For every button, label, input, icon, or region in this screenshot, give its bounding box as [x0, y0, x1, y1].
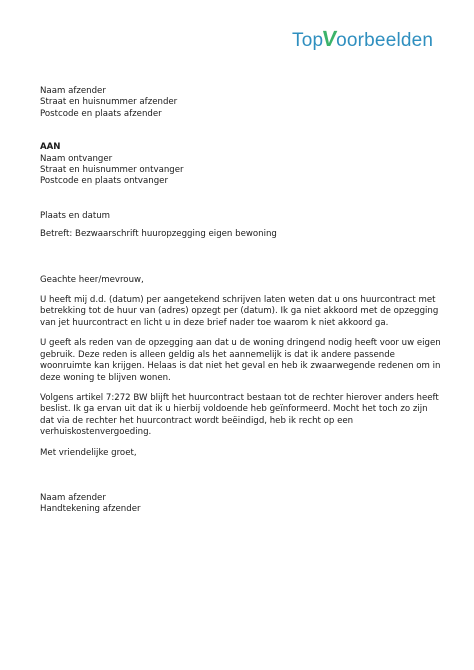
- recipient-name: Naam ontvanger: [40, 153, 113, 164]
- recipient-city: Postcode en plaats ontvanger: [40, 176, 169, 187]
- recipient-street: Straat en huisnummer ontvanger: [40, 165, 184, 176]
- paragraph-2: [40, 338, 440, 384]
- subject-line: Betreft: Bezwaarschrift huuropzegging eigen bewoning: [40, 229, 277, 240]
- signature-name: Naam afzender: [40, 492, 106, 503]
- paragraph-3: [40, 393, 440, 439]
- sender-block: [40, 86, 440, 120]
- sender-street: Straat en huisnummer afzender: [40, 97, 178, 108]
- recipient-label: AAN: [40, 142, 61, 153]
- letter-body: [40, 86, 440, 516]
- closing: Met vriendelijke groet,: [40, 447, 137, 458]
- logo-v-mark: V: [320, 26, 339, 51]
- paragraph-line: Volgens artikel 7:272 BW blijft het huurcontract bestaan tot de rechter hierover anders heeft: [40, 392, 439, 403]
- paragraph-line: dat via de rechter het huurcontract wordt beëindigd, heb ik recht op een: [40, 415, 354, 426]
- logo-text-prefix: Top: [292, 30, 324, 51]
- signature-label: Handtekening afzender: [40, 504, 141, 515]
- salutation: Geachte heer/mevrouw,: [40, 274, 144, 285]
- paragraph-line: woonruimte kan krijgen. Helaas is dat niet het geval en heb ik zwaarwegende redenen om in: [40, 361, 441, 372]
- paragraph-1: [40, 295, 440, 329]
- paragraph-line: verhuiskostenvergoeding.: [40, 427, 152, 438]
- logo-text-suffix: oorbeelden: [336, 30, 434, 51]
- paragraph-line: beslist. Ik ga ervan uit dat ik u hierbij voldoende heb geïnformeerd. Mocht het toch zo zijn: [40, 404, 428, 415]
- sender-name: Naam afzender: [40, 86, 106, 96]
- paragraph-line: van jet huurcontract en licht u in deze brief nader toe waarom k niet akkoord ga.: [40, 317, 389, 328]
- paragraph-line: betrekking tot de huur van (adres) opzegt per (datum). Ik ga niet akkoord met de opzegging: [40, 306, 439, 317]
- recipient-block: [40, 142, 440, 188]
- brand-logo[interactable]: [292, 28, 433, 50]
- sender-city: Postcode en plaats afzender: [40, 108, 162, 119]
- paragraph-line: U geeft als reden van de opzegging aan dat u de woning dringend nodig heeft voor uw eigen: [40, 338, 441, 349]
- paragraph-line: deze woning te blijven wonen.: [40, 372, 171, 383]
- paragraph-line: gebruik. Deze reden is alleen geldig als het aannemelijk is dat ik andere passende: [40, 349, 395, 360]
- place-date: Plaats en datum: [40, 210, 111, 221]
- paragraph-line: U heeft mij d.d. (datum) per aangetekend schrijven laten weten dat u ons huurcontract met: [40, 295, 436, 306]
- signature-block: [40, 493, 440, 516]
